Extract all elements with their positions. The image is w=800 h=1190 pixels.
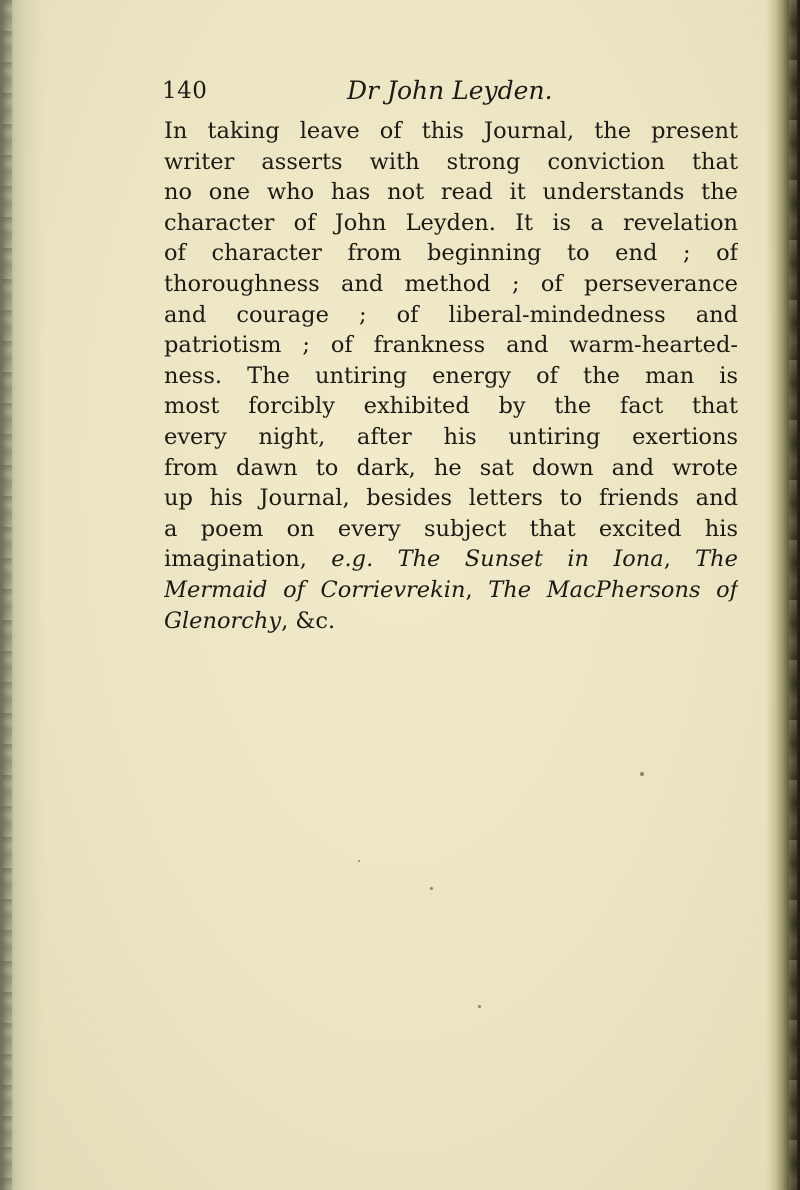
text-line: writer asserts with strong conviction that (164, 148, 738, 175)
poem-title-mermaid-start: The (695, 546, 738, 573)
text-line: ness. The untiring energy of the man is (164, 362, 738, 389)
text-line: of character from beginning to end ; of (164, 240, 738, 267)
page-header (162, 72, 622, 112)
text-line (164, 575, 738, 606)
text-line: every night, after his untiring exertions (164, 423, 738, 450)
poem-title-mermaid-of-corrievrekin: Mermaid of Corrievrekin (164, 576, 466, 603)
paper-speck (640, 772, 644, 776)
book-gutter-shadow (0, 0, 44, 1190)
text-line: and courage ; of liberal-mindedness and (164, 301, 738, 328)
text-segment: imagination, (164, 546, 332, 573)
page-number: 140 (162, 78, 208, 104)
text-line: a poem on every subject that excited his (164, 515, 738, 542)
abbreviation-eg: e.g. (331, 546, 374, 573)
text-line: In taking leave of this Journal, the present (164, 118, 738, 144)
paper-speck (430, 887, 433, 890)
text-line: thoroughness and method ; of perseverance (164, 270, 738, 297)
poem-title-glenorchy: Glenorchy (164, 607, 282, 634)
paper-speck (478, 1005, 481, 1008)
text-line: character of John Leyden. It is a revelation (164, 209, 738, 236)
running-head: Dr John Leyden. (347, 76, 553, 105)
paper-speck (358, 860, 360, 862)
body-paragraph (164, 116, 738, 636)
text-segment: , (465, 576, 489, 603)
page-edge-shadow (766, 0, 800, 1190)
poem-title-macphersons-start: The MacPhersons of (488, 576, 738, 603)
text-segment: , &c. (281, 607, 336, 634)
text-segment: , (663, 546, 696, 573)
text-line: most forcibly exhibited by the fact that (164, 393, 738, 420)
text-line: patriotism ; of frankness and warm-hearted- (164, 332, 738, 359)
poem-title-sunset-in-iona: The Sunset in Iona (397, 546, 664, 573)
text-line: up his Journal, besides letters to friends and (164, 485, 738, 512)
text-line (164, 544, 738, 575)
text-line (164, 606, 738, 637)
text-line: from dawn to dark, he sat down and wrote (164, 454, 738, 481)
text-line: no one who has not read it understands the (164, 179, 738, 206)
text-segment (373, 546, 397, 572)
